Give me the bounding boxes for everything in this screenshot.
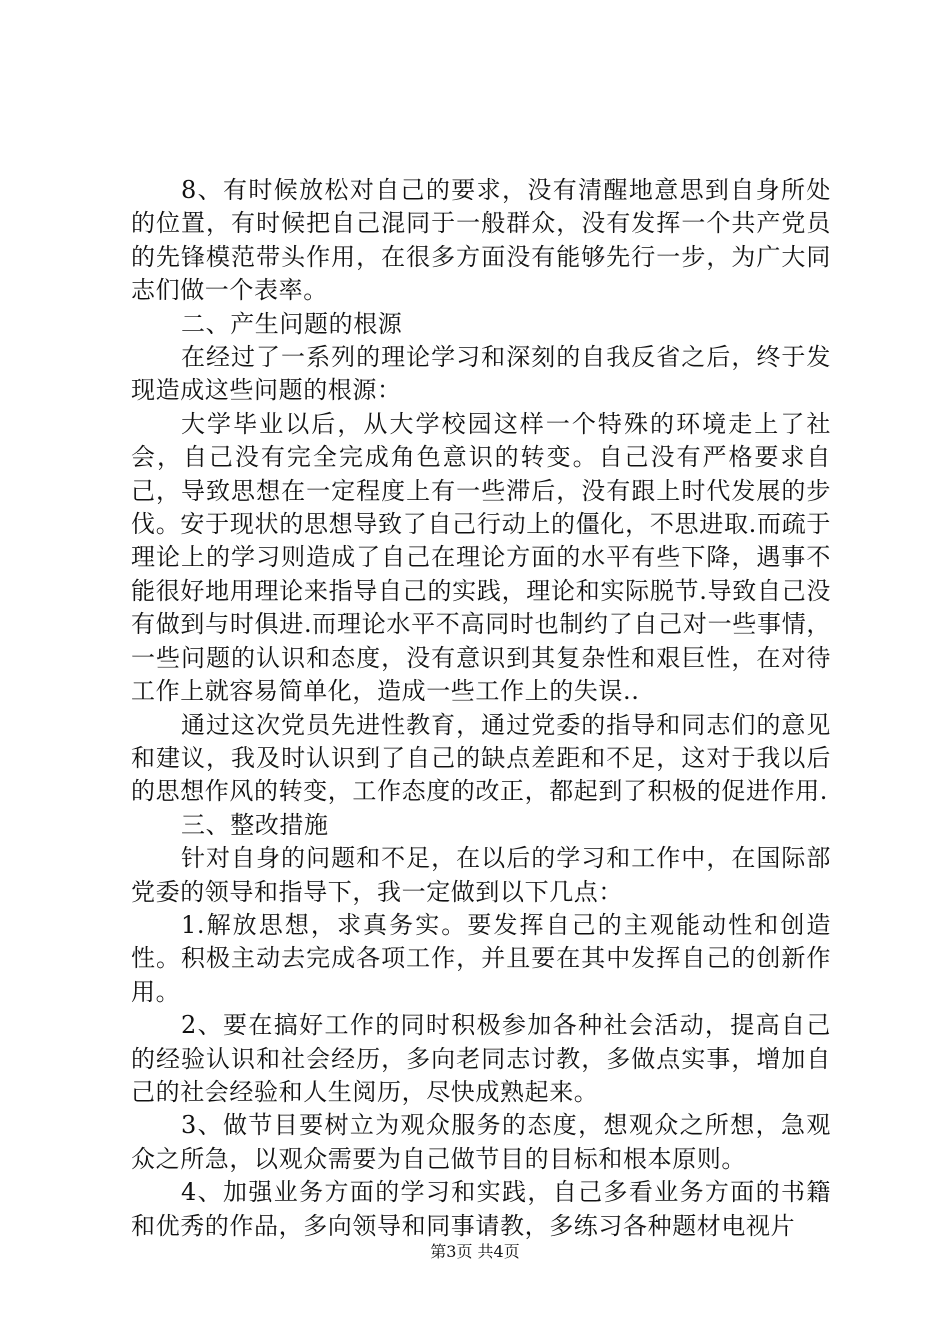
page-footer <box>0 1242 950 1262</box>
paragraph-rectification-intro: 针对自身的问题和不足，在以后的学习和工作中，在国际部党委的领导和指导下，我一定做到以下几点： <box>131 844 831 906</box>
paragraph-measure-3: 3、做节目要树立为观众服务的态度，想观众之所想，急观众之所急，以观众需要为自己做节目的目标和根本原则。 <box>131 1111 831 1173</box>
paragraph-education-reflection: 通过这次党员先进性教育，通过党委的指导和同志们的意见和建议，我及时认识到了自己的缺点差距和不足，这对于我以后的思想作风的转变，工作态度的改正，都起到了积极的促进作用. <box>131 710 831 806</box>
section-heading-rectification: 三、整改措施 <box>181 810 329 839</box>
paragraph-measure-1: 1.解放思想，求真务实。要发挥自己的主观能动性和创造性。积极主动去完成各项工作，并且要在其中发挥自己的创新作用。 <box>131 910 831 1006</box>
paragraph-measure-4: 4、加强业务方面的学习和实践，自己多看业务方面的书籍和优秀的作品，多向领导和同事请教，多练习各种题材电视片 <box>131 1178 831 1240</box>
page-number-indicator: 第3页 共4页 <box>430 1242 520 1261</box>
paragraph-root-causes-intro: 在经过了一系列的理论学习和深刻的自我反省之后，终于发现造成这些问题的根源： <box>131 343 831 405</box>
document-body <box>131 174 831 1243</box>
paragraph-measure-2: 2、要在搞好工作的同时积极参加各种社会活动，提高自己的经验认识和社会经历，多向老同志讨教，多做点实事，增加自己的社会经验和人生阅历，尽快成熟起来。 <box>131 1011 831 1106</box>
section-heading-root-causes: 二、产生问题的根源 <box>181 309 403 338</box>
paragraph-point-8: 8、有时候放松对自己的要求，没有清醒地意思到自身所处的位置，有时候把自己混同于一般群众，没有发挥一个共产党员的先锋模范带头作用，在很多方面没有能够先行一步，为广大同志们做一个表率。 <box>131 176 831 305</box>
paragraph-root-causes-detail: 大学毕业以后，从大学校园这样一个特殊的环境走上了社会，自己没有完全完成角色意识的转变。自己没有严格要求自己，导致思想在一定程度上有一些滞后，没有跟上时代发展的步伐。安于现状的思想导致了自己行动上的僵化，不思进取.而疏于理论上的学习则造成了自己在理论方面的水平有些下降，遇事不能很好地用理论来指导自己的实践，理论和实际脱节.导致自己没有做到与时俱进.而理论水平不高同时也制约了自己对一些事情，一些问题的认识和态度，没有意识到其复杂性和艰巨性，在对待工作上就容易简单化，造成一些工作上的失误.. <box>131 409 831 706</box>
